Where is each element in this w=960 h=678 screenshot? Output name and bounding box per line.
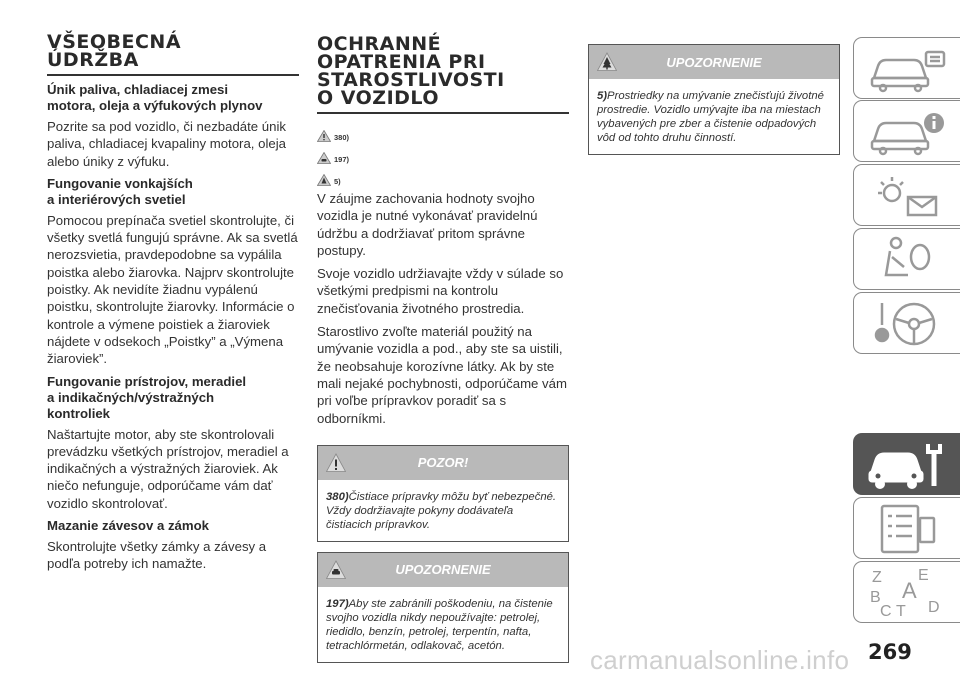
warning-lights-icon xyxy=(868,171,948,221)
environment-notice-title: UPOZORNENIE xyxy=(666,54,762,70)
index-letter-a: A xyxy=(902,578,917,603)
sidebar-tab-maintenance[interactable] xyxy=(853,433,960,495)
paragraph-lights: Pomocou prepínača svetiel skontrolujte, či všetky svetlá fungujú správne. Ak sa svetlá nerozsvietia, pravdepodobne sa vypálila poistka alebo žiarovka. Najprv skontrolujte poistky. Ak nevidíte žiadnu vypálenú poistku, skontrolujte žiarovky. Informácie o kontrole a výmene poistiek a žiaroviek nájdete v odsekoch „Poistky” a „Výmena žiaroviek”. xyxy=(47,212,298,367)
warning-triangle-icon xyxy=(326,453,346,473)
notice-box-header xyxy=(318,553,568,587)
note-text: Aby ste zabránili poškodeniu, na čistenie svojho vozidla nikdy nepoužívajte: petrolej, riedidlo, benzín, petrolej, terpentín, nafta, tetrachlórmetán, odlakovač, acetón. xyxy=(326,597,553,652)
environment-notice-header xyxy=(589,45,839,79)
car-wrench-icon xyxy=(868,440,948,490)
ref-notice-197[interactable] xyxy=(317,142,569,164)
sidebar-tab-info[interactable] xyxy=(853,100,960,162)
sidebar-tab-safety[interactable] xyxy=(853,228,960,290)
ref-number: 380) xyxy=(334,133,350,142)
section-divider xyxy=(317,112,569,114)
car-notice-triangle-icon xyxy=(326,560,346,580)
page-number: 269 xyxy=(868,640,912,664)
car-notice-triangle-icon xyxy=(317,152,331,164)
notice-box-body xyxy=(318,587,568,662)
note-number: 197) xyxy=(326,597,349,610)
note-number: 380) xyxy=(326,490,349,503)
alphabet-index-icon xyxy=(868,568,948,618)
column-vehicle-care xyxy=(317,0,569,663)
steering-key-icon xyxy=(868,299,948,349)
paragraph-care-1: V záujme zachovania hodnoty svojho vozidla je nutné vykonávať pravidelnú údržbu a dodržiavať pritom správne postupy. xyxy=(317,191,538,258)
sidebar-tab-technical-data[interactable] xyxy=(853,497,960,559)
paragraph-care-3: Starostlivo zvoľte materiál použitý na umývanie vozidla a pod., aby ste sa uistili, že neobsahuje korozívne látky. Ak by ste mali nejaké pochybnosti, odporúčame vám pri voľbe prípravkov poradiť sa s odborníkmi. xyxy=(317,324,567,426)
ref-warning-380[interactable] xyxy=(317,120,569,142)
column-environment xyxy=(588,0,840,155)
note-text: Prostriedky na umývanie znečisťujú životné prostredie. Vozidlo umývajte iba na miestach vybavených pre zber a čistenie odpadových vôd od tohto druhu činností. xyxy=(597,90,824,144)
sidebar-tab-starting[interactable] xyxy=(853,292,960,354)
warning-box-header xyxy=(318,446,568,480)
ref-environment-5[interactable] xyxy=(317,164,569,186)
sidebar-tab-warning-lights[interactable] xyxy=(853,164,960,226)
car-dashboard-icon xyxy=(868,44,948,94)
ref-number: 5) xyxy=(334,177,341,186)
sidebar-tab-dashboard[interactable] xyxy=(853,37,960,99)
note-text: Čistiace prípravky môžu byť nebezpečné. Vždy dodržiavajte pokyny dodávateľa čistiacich prípravkov. xyxy=(326,490,557,531)
environment-notice-body xyxy=(589,79,839,154)
heading-instruments: Fungovanie prístrojov, meradiel a indikačných/výstražných kontroliek xyxy=(47,373,247,421)
index-letter-c: C xyxy=(880,603,892,618)
paragraph-lubrication: Skontrolujte všetky zámky a závesy a podľa potreby ich namažte. xyxy=(47,539,267,572)
watermark: carmanualsonline.info xyxy=(590,645,850,675)
note-number: 5) xyxy=(597,90,608,102)
checklist-icon xyxy=(868,504,948,554)
paragraph-fluid-leaks: Pozrite sa pod vozidlo, či nezbadáte únik paliva, chladiacej kvapaliny motora, oleja alebo úniky z výfuku. xyxy=(47,119,286,169)
notice-box xyxy=(317,552,569,663)
index-letter-d: D xyxy=(928,599,940,616)
heading-lights: Fungovanie vonkajších a interiérových svetiel xyxy=(47,175,193,207)
ref-number: 197) xyxy=(334,155,350,164)
section-divider xyxy=(47,74,299,76)
tree-triangle-icon xyxy=(597,52,617,72)
heading-lubrication: Mazanie závesov a zámok xyxy=(47,518,209,534)
paragraph-instruments: Naštartujte motor, aby ste skontrolovali prevádzku všetkých prístrojov, meradiel a indikačných a výstražných žiaroviek. Ak niečo nefunguje, odporúčame vám dať vozidlo skontrolovať. xyxy=(47,426,289,511)
column-general-maintenance xyxy=(47,0,299,579)
section-title-general-maintenance: VŠEOBECNÁ ÚDRŽBA xyxy=(47,31,182,71)
tree-triangle-icon xyxy=(317,174,331,186)
warning-box xyxy=(317,445,569,542)
environment-notice-box xyxy=(588,44,840,155)
heading-fluid-leaks: Únik paliva, chladiacej zmesi motora, oleja a výfukových plynov xyxy=(47,82,263,113)
car-info-icon xyxy=(868,107,948,157)
warning-box-title: POZOR! xyxy=(417,455,469,471)
paragraph-care-2: Svoje vozidlo udržiavajte vždy v súlade so všetkými predpismi na kontrolu znečisťovania životného prostredia. xyxy=(317,266,564,316)
index-letter-t: T xyxy=(896,603,906,618)
index-letter-b: B xyxy=(870,589,881,606)
warning-box-body xyxy=(318,480,568,541)
index-letter-e: E xyxy=(918,568,929,584)
section-title-vehicle-care: OCHRANNÉ OPATRENIA PRI STAROSTLIVOSTI O VOZIDLO xyxy=(317,33,505,109)
notice-box-title: UPOZORNENIE xyxy=(395,562,491,578)
sidebar-tab-index[interactable] xyxy=(853,561,960,623)
airbag-seat-icon xyxy=(868,235,948,285)
warning-triangle-icon xyxy=(317,130,331,142)
index-letter-z: Z xyxy=(872,569,882,586)
